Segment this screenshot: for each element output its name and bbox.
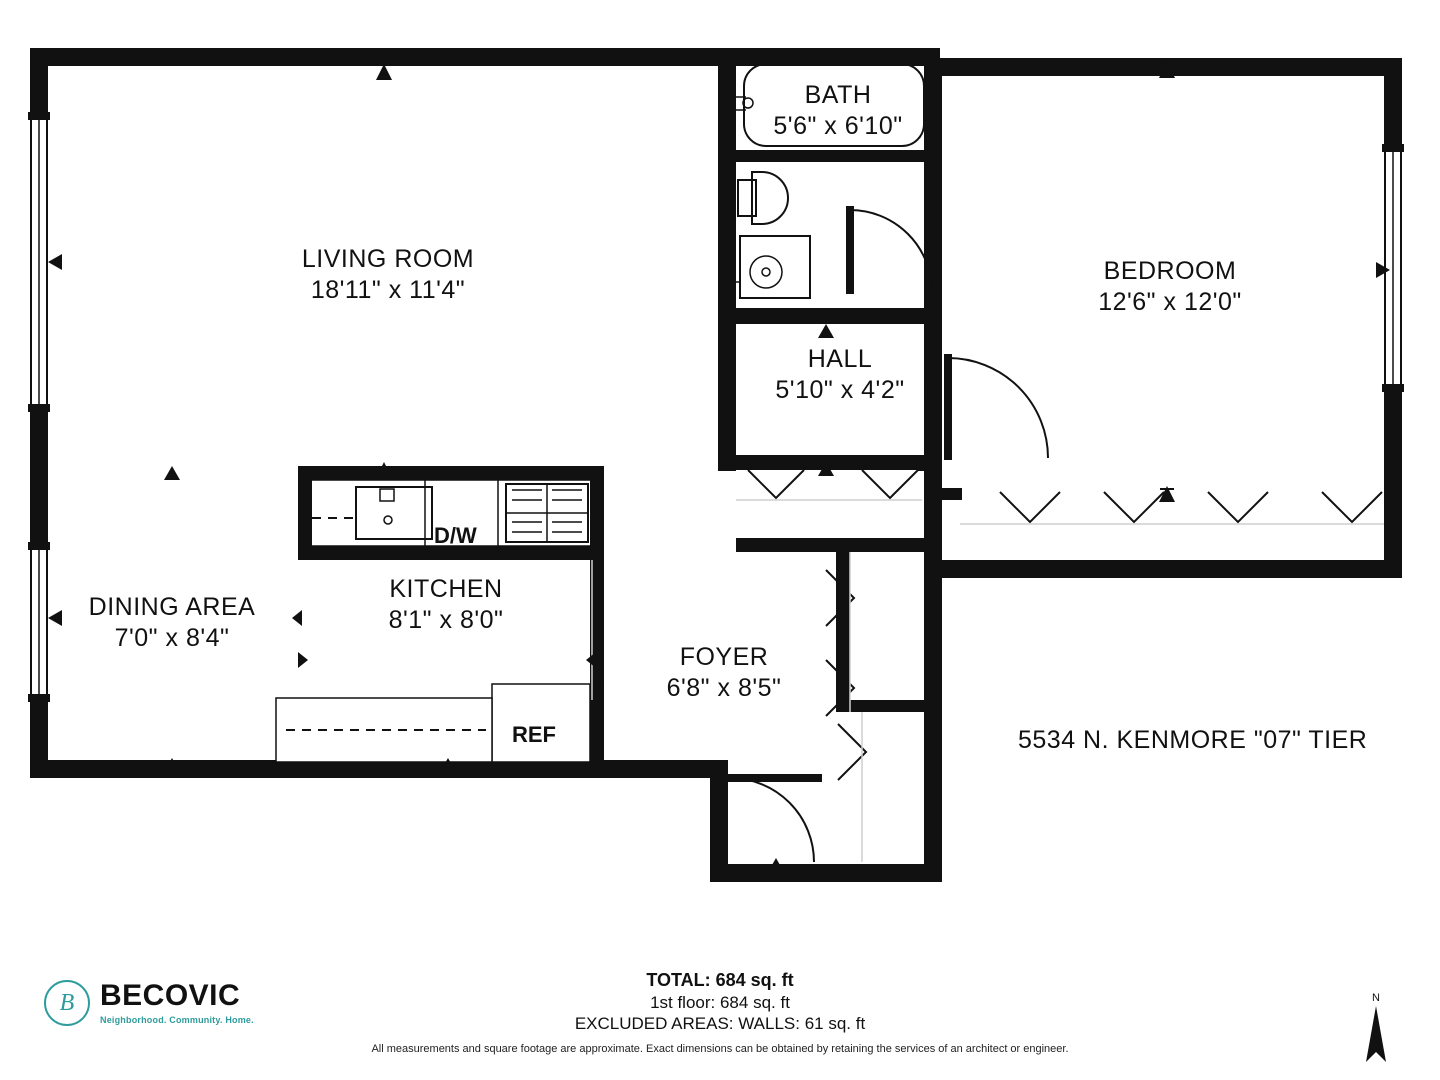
room-label-hall bbox=[710, 344, 970, 407]
footer-excluded: EXCLUDED AREAS: WALLS: 61 sq. ft bbox=[574, 1014, 866, 1033]
room-dims: 5'6" x 6'10" bbox=[773, 112, 903, 141]
room-label-bath bbox=[708, 80, 968, 143]
room-label-kitchen bbox=[316, 574, 576, 637]
room-dims: 5'10" x 4'2" bbox=[775, 376, 905, 405]
room-name: KITCHEN bbox=[389, 575, 503, 603]
appliance-label-refrigerator: REF bbox=[512, 722, 556, 747]
appliance-label-dishwasher: D/W bbox=[434, 523, 477, 548]
becovic-logo bbox=[44, 980, 254, 1026]
compass-needle-icon bbox=[1356, 1004, 1396, 1066]
room-dims: 12'6" x 12'0" bbox=[1098, 288, 1242, 317]
footer-disclaimer: All measurements and square footage are approximate. Exact dimensions can be obtained by retaining the services of an architect or engineer. bbox=[371, 1043, 1069, 1055]
room-name: LIVING ROOM bbox=[301, 245, 475, 273]
room-dims: 18'11" x 11'4" bbox=[310, 276, 466, 305]
address-label: 5534 N. KENMORE "07" TIER bbox=[1018, 726, 1368, 754]
footer-total: TOTAL: 684 sq. ft bbox=[646, 970, 794, 990]
footer-floor: 1st floor: 684 sq. ft bbox=[650, 993, 790, 1012]
room-label-foyer bbox=[594, 642, 854, 705]
room-dims: 8'1" x 8'0" bbox=[388, 606, 504, 635]
logo-text bbox=[100, 981, 254, 1025]
room-name: BEDROOM bbox=[1103, 257, 1237, 285]
room-name: FOYER bbox=[679, 643, 769, 671]
room-dims: 7'0" x 8'4" bbox=[114, 624, 230, 653]
room-name: HALL bbox=[807, 345, 873, 373]
room-name: BATH bbox=[804, 81, 872, 109]
logo-monogram-icon: B bbox=[44, 980, 90, 1026]
room-label-dining-area bbox=[42, 592, 302, 655]
logo-name: BECOVIC bbox=[100, 979, 241, 1012]
room-label-living-room bbox=[258, 244, 518, 307]
compass-north-label: N bbox=[1372, 992, 1380, 1004]
logo-tagline: Neighborhood. Community. Home. bbox=[100, 1015, 254, 1025]
room-name: DINING AREA bbox=[88, 593, 256, 621]
room-dims: 6'8" x 8'5" bbox=[666, 674, 782, 703]
compass-rose bbox=[1356, 992, 1396, 1071]
room-label-bedroom bbox=[1040, 256, 1300, 319]
